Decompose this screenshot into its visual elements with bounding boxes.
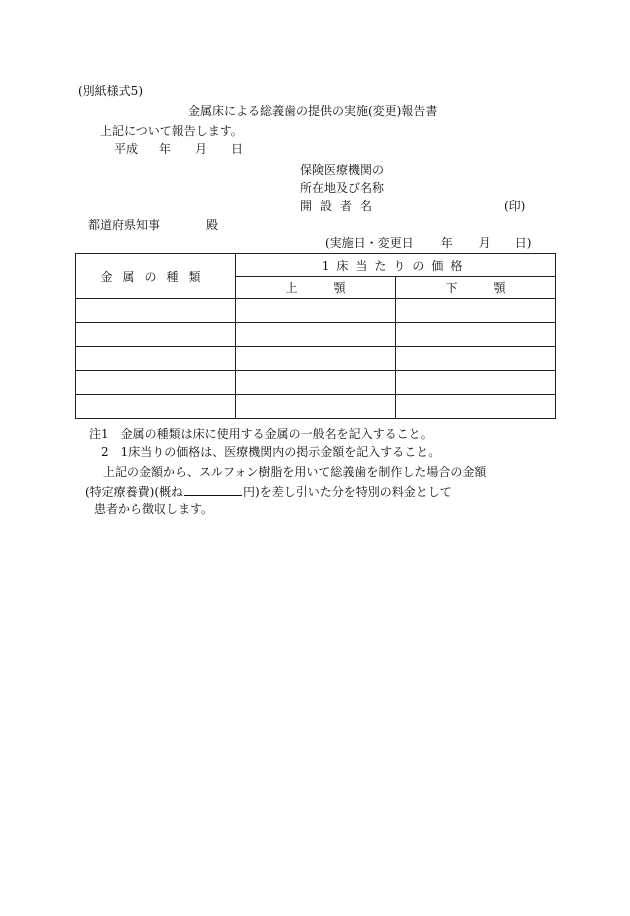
honorific: 殿 <box>206 218 219 232</box>
cell-lower[interactable] <box>396 323 556 347</box>
table-row <box>76 347 556 371</box>
cell-upper[interactable] <box>236 323 396 347</box>
note-4-after: 円)を差し引いた分を特別の料金として <box>243 485 452 499</box>
cell-metal[interactable] <box>76 395 236 419</box>
cell-upper[interactable] <box>236 395 396 419</box>
cell-lower[interactable] <box>396 395 556 419</box>
document-title: 金属床による総義歯の提供の実施(変更)報告書 <box>188 104 438 118</box>
amount-blank[interactable] <box>184 484 242 496</box>
cell-metal[interactable] <box>76 299 236 323</box>
cell-metal[interactable] <box>76 347 236 371</box>
cell-upper[interactable] <box>236 299 396 323</box>
price-table <box>75 253 556 419</box>
implementation-date <box>325 236 531 250</box>
header-price-per-denture: 1床当たりの価格 <box>236 254 556 277</box>
note-1: 注1 金属の種類は床に使用する金属の一般名を記入すること。 <box>89 427 433 441</box>
intro-text: 上記について報告します。 <box>100 124 243 138</box>
cell-upper[interactable] <box>236 347 396 371</box>
cell-metal[interactable] <box>76 323 236 347</box>
institution-label-1: 保険医療機関の <box>300 163 385 177</box>
table-row <box>76 299 556 323</box>
impl-date-day: 日) <box>514 236 532 250</box>
institution-label-2: 所在地及び名称 <box>300 181 385 195</box>
cell-lower[interactable] <box>396 347 556 371</box>
date-day: 日 <box>231 142 244 156</box>
note-3: 上記の金額から、スルフォン樹脂を用いて総義歯を制作した場合の金額 <box>103 465 487 479</box>
header-upper-jaw: 上 顎 <box>236 277 396 299</box>
table-row <box>76 395 556 419</box>
opener-name-label: 開設者名 <box>300 199 381 213</box>
report-date <box>114 142 243 156</box>
table-row <box>76 323 556 347</box>
note-4-before: (特定療養費)(概ね <box>85 485 184 499</box>
date-year: 年 <box>159 142 172 156</box>
header-lower-jaw: 下 顎 <box>396 277 556 299</box>
governor-addressee: 都道府県知事 <box>88 218 161 232</box>
impl-date-prefix: (実施日・変更日 <box>325 236 414 250</box>
note-2: 2 1床当りの価格は、医療機関内の掲示金額を記入すること。 <box>101 445 441 459</box>
impl-date-month: 月 <box>478 236 491 250</box>
form-number: (別紙様式5) <box>78 84 143 98</box>
cell-metal[interactable] <box>76 371 236 395</box>
impl-date-year: 年 <box>440 236 453 250</box>
cell-lower[interactable] <box>396 371 556 395</box>
seal-mark: (印) <box>504 199 526 213</box>
note-4 <box>85 484 452 499</box>
cell-lower[interactable] <box>396 299 556 323</box>
note-5: 患者から徴収します。 <box>94 502 214 516</box>
date-month: 月 <box>195 142 208 156</box>
date-era: 平成 <box>114 142 139 156</box>
table-row <box>76 371 556 395</box>
cell-upper[interactable] <box>236 371 396 395</box>
header-metal-type: 金属の種類 <box>76 254 236 299</box>
